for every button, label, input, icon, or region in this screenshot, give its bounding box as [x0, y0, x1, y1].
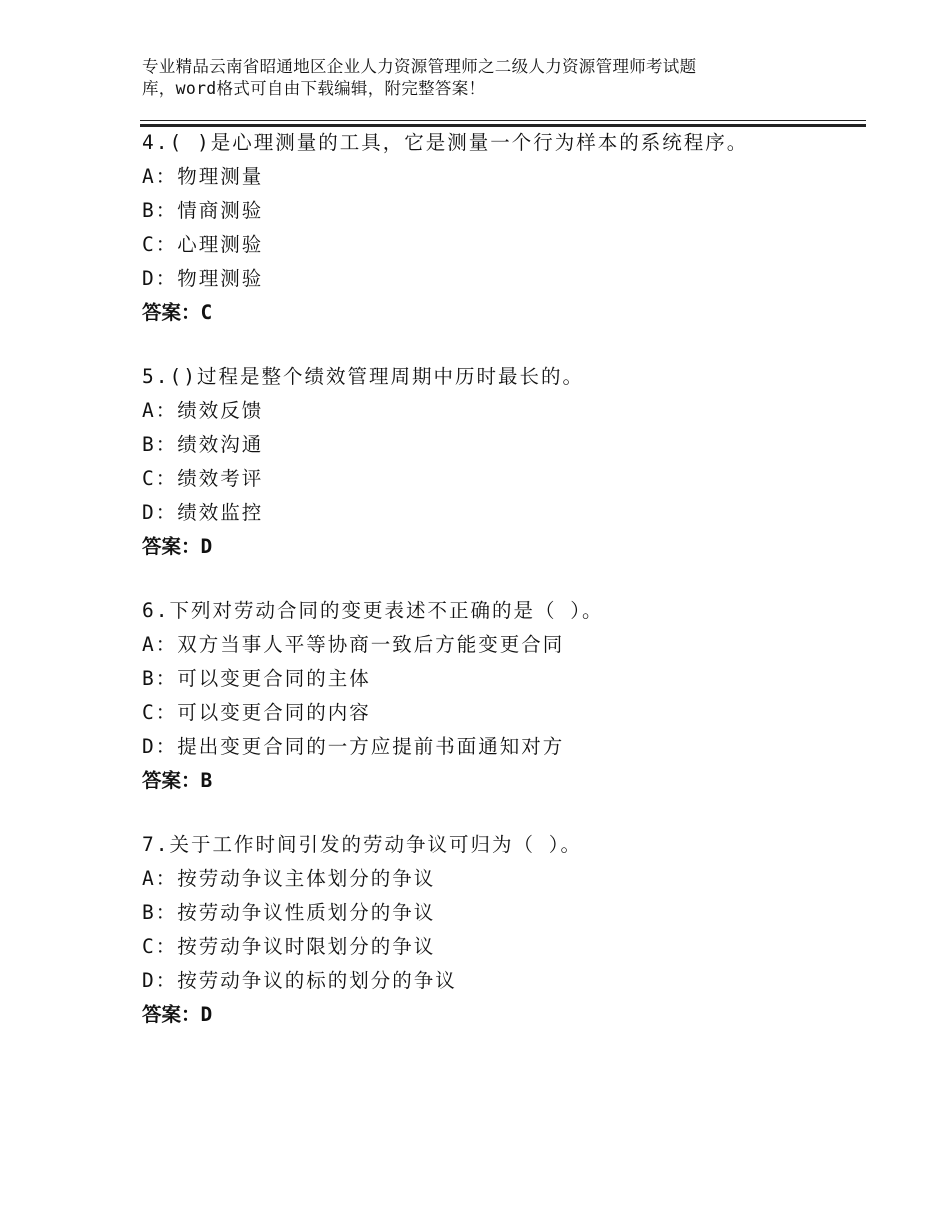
header-rule-thin: [140, 120, 866, 121]
header-line-2: 库，word格式可自由下载编辑，附完整答案！: [142, 79, 486, 98]
answer-label: 答案：: [142, 769, 201, 792]
option-c: C：可以变更合同的内容: [142, 701, 371, 724]
option-b: B：可以变更合同的主体: [142, 667, 371, 690]
option-c: C：绩效考评: [142, 467, 264, 490]
answer-value: C: [200, 301, 213, 324]
question-stem: 7.关于工作时间引发的劳动争议可归为（ ）。: [142, 833, 582, 856]
question-5: [142, 360, 862, 564]
header-line-1: 专业精品云南省昭通地区企业人力资源管理师之二级人力资源管理师考试题: [142, 57, 697, 76]
option-d: D：提出变更合同的一方应提前书面通知对方: [142, 735, 565, 758]
question-stem: 4.( )是心理测量的工具，它是测量一个行为样本的系统程序。: [142, 131, 749, 154]
answer-line: [142, 764, 862, 798]
question-list: [142, 126, 862, 1062]
option-c: C：按劳动争议时限划分的争议: [142, 935, 436, 958]
option-b: B：情商测验: [142, 199, 264, 222]
option-b: B：按劳动争议性质划分的争议: [142, 901, 436, 924]
option-d: D：物理测验: [142, 267, 264, 290]
answer-line: [142, 998, 862, 1032]
question-stem: 6.下列对劳动合同的变更表述不正确的是（ ）。: [142, 599, 604, 622]
answer-line: [142, 296, 862, 330]
answer-value: D: [200, 535, 213, 558]
option-a: A：物理测量: [142, 165, 264, 188]
option-c: C：心理测验: [142, 233, 264, 256]
answer-value: D: [200, 1003, 213, 1026]
question-4: [142, 126, 862, 330]
answer-line: [142, 530, 862, 564]
option-d: D：绩效监控: [142, 501, 264, 524]
option-a: A：按劳动争议主体划分的争议: [142, 867, 436, 890]
question-6: [142, 594, 862, 798]
question-stem: 5.()过程是整个绩效管理周期中历时最长的。: [142, 365, 584, 388]
option-a: A：双方当事人平等协商一致后方能变更合同: [142, 633, 565, 656]
answer-value: B: [200, 769, 213, 792]
answer-label: 答案：: [142, 301, 201, 324]
question-7: [142, 828, 862, 1032]
option-b: B：绩效沟通: [142, 433, 264, 456]
document-header: [142, 56, 842, 100]
option-a: A：绩效反馈: [142, 399, 264, 422]
option-d: D：按劳动争议的标的划分的争议: [142, 969, 457, 992]
answer-label: 答案：: [142, 535, 201, 558]
answer-label: 答案：: [142, 1003, 201, 1026]
